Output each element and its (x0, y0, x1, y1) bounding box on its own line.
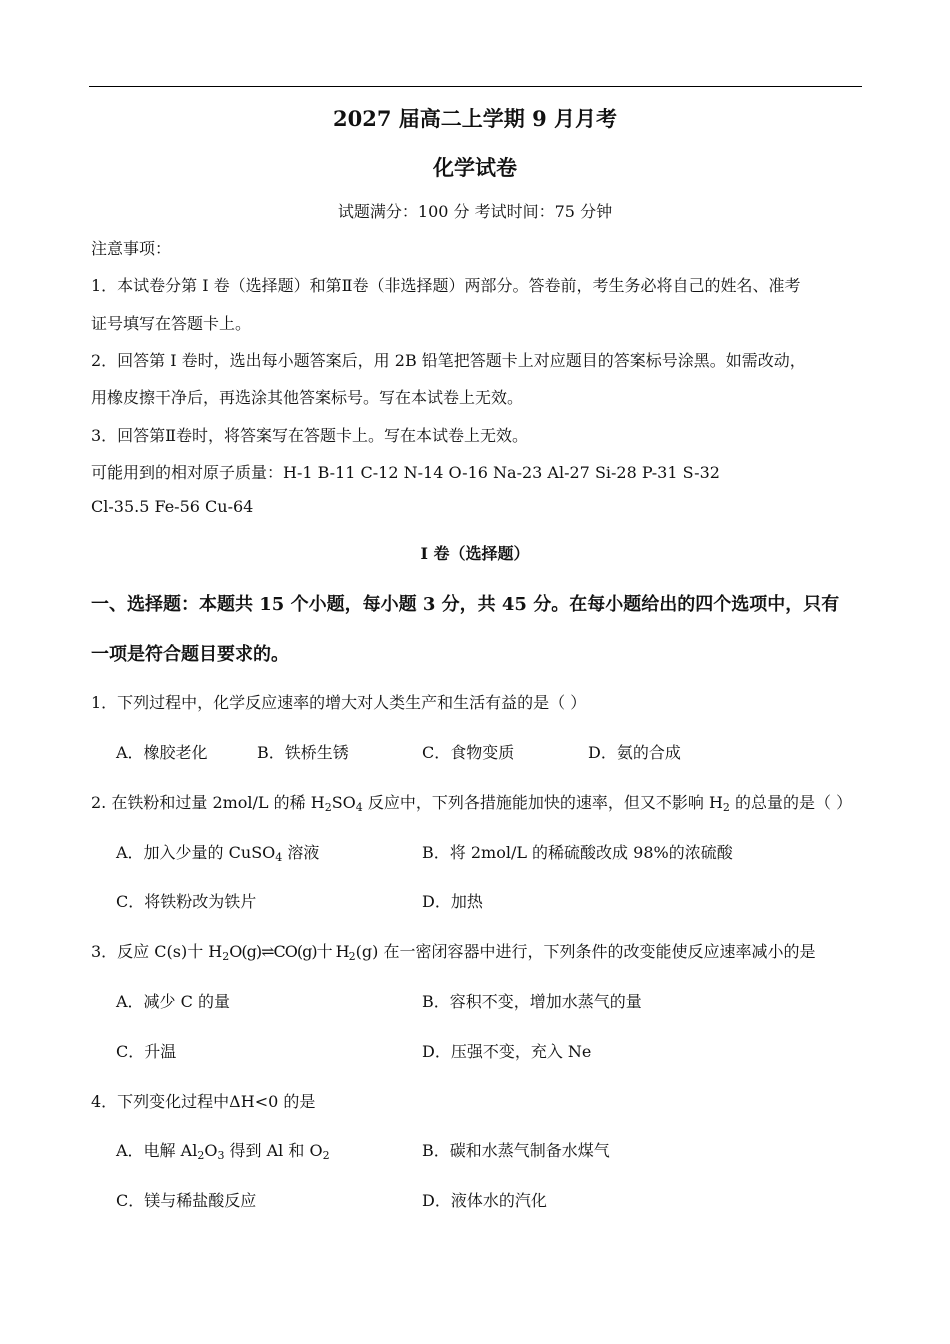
question-4-option-a: A．电解 $Al_2O_3$ 得到 Al 和 $O_2$ (116, 1141, 330, 1162)
question-2-stem: 2. 在铁粉和过量 2mol/L 的稀 $H_2SO_4$ 反应中，下列各措施能加快的速率，但又不影响 $H_2$ 的总量的是（ ） (91, 793, 853, 814)
exam-meta: 试题满分：100 分 考试时间：75 分钟 (337, 202, 613, 221)
atomic-masses-line-1: 可能用到的相对原子质量：H-1 B-11 C-12 N-14 O-16 Na-23 Al-27 Si-28 P-31 S-32 (91, 463, 720, 482)
section-instructions-line-1: 一、选择题：本题共 15 个小题，每小题 3 分，共 45 分。在每小题给出的四个选项中，只有 (91, 594, 840, 615)
question-3-option-a: A．减少 C 的量 (116, 992, 230, 1011)
section-title: I 卷（选择题） (420, 544, 530, 563)
question-3-option-c: C．升温 (116, 1042, 177, 1061)
question-3-stem: 3．反应 C(s)十 $H_2O(g)\rightleftharpoons CO(g)$十 $H_2(g)$ 在一密闭容器中进行，下列条件的改变能使反应速率减小的是 (91, 942, 816, 963)
atomic-masses-line-2: Cl-35.5 Fe-56 Cu-64 (91, 497, 254, 516)
question-1-option-a: A．橡胶老化 (116, 743, 208, 762)
question-1-option-c: C．食物变质 (422, 743, 515, 762)
question-3-option-b: B．容积不变，增加水蒸气的量 (422, 992, 642, 1011)
question-4-stem: 4．下列变化过程中ΔH<0 的是 (91, 1092, 316, 1111)
question-1-option-b: B．铁桥生锈 (257, 743, 349, 762)
question-4-option-c: C．镁与稀盐酸反应 (116, 1191, 257, 1210)
question-2-option-a: A．加入少量的 CuSO$_4$ 溶液 (116, 843, 320, 864)
notes-heading: 注意事项： (91, 239, 172, 258)
question-4-option-b: B．碳和水蒸气制备水煤气 (422, 1141, 610, 1160)
header-rule (89, 86, 862, 87)
question-2-option-c: C．将铁粉改为铁片 (116, 892, 257, 911)
question-1-option-d: D．氨的合成 (588, 743, 681, 762)
question-2-option-d: D．加热 (422, 892, 483, 911)
question-4-option-d: D．液体水的汽化 (422, 1191, 547, 1210)
note-2-line-1: 2．回答第 I 卷时，选出每小题答案后，用 2B 铅笔把答题卡上对应题目的答案标号涂黑。如需改动， (91, 351, 806, 370)
note-3: 3．回答第Ⅱ卷时，将答案写在答题卡上。写在本试卷上无效。 (91, 426, 529, 445)
note-1-line-2: 证号填写在答题卡上。 (91, 314, 252, 333)
note-2-line-2: 用橡皮擦干净后，再选涂其他答案标号。写在本试卷上无效。 (91, 388, 524, 407)
exam-title: 2027 届高二上学期 9 月月考 (333, 106, 617, 131)
question-2-option-b: B．将 2mol/L 的稀硫酸改成 98%的浓硫酸 (422, 843, 733, 862)
question-3-option-d: D．压强不变，充入 Ne (422, 1042, 592, 1061)
section-instructions-line-2: 一项是符合题目要求的。 (91, 644, 289, 665)
note-1-line-1: 1．本试卷分第 I 卷（选择题）和第Ⅱ卷（非选择题）两部分。答卷前，考生务必将自己的姓名、准考 (91, 276, 801, 295)
exam-subject: 化学试卷 (433, 155, 517, 180)
question-1-stem: 1．下列过程中，化学反应速率的增大对人类生产和生活有益的是（ ） (91, 693, 587, 712)
